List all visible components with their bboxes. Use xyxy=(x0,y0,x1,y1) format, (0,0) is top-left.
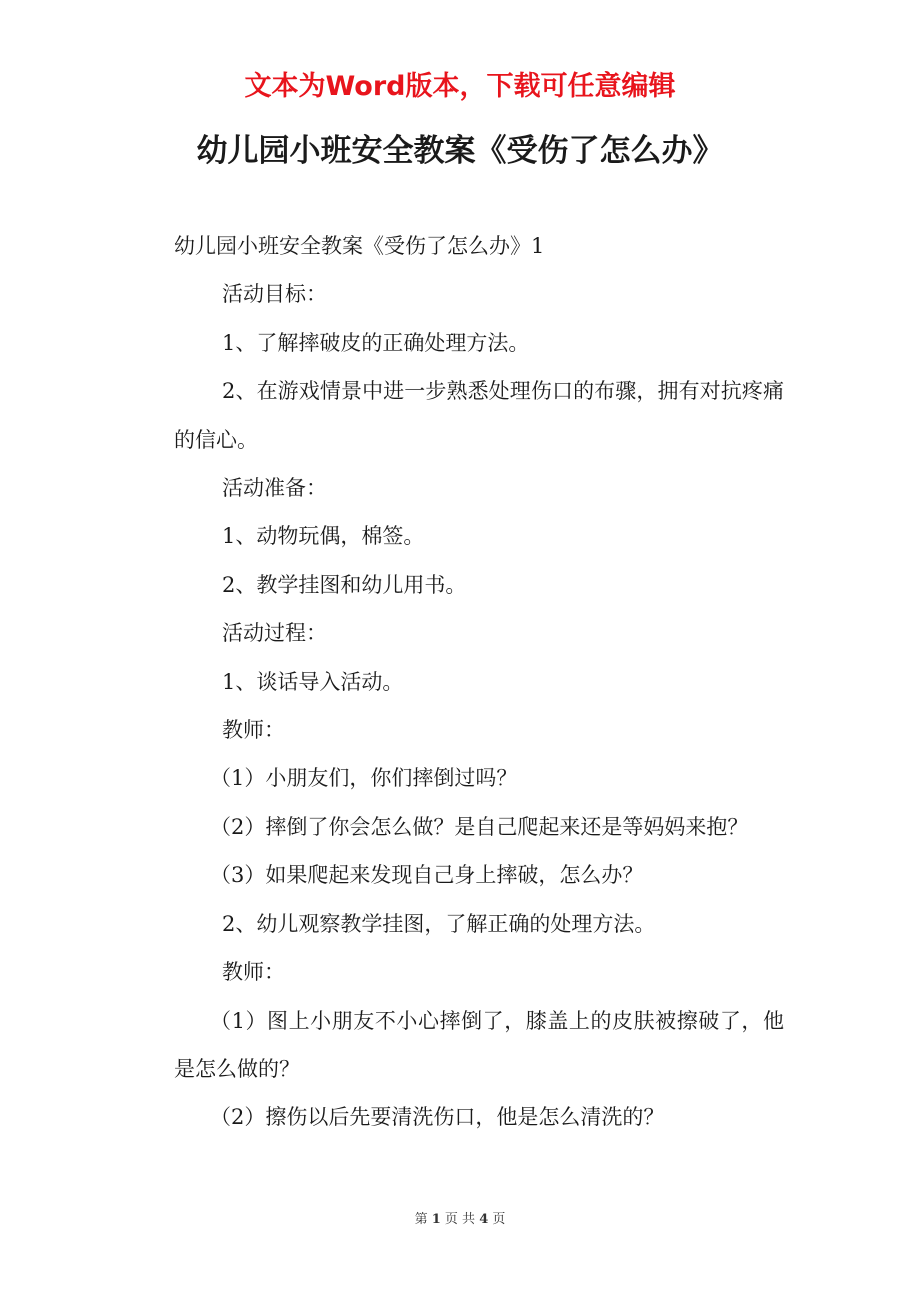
paragraph: （1）小朋友们，你们摔倒过吗？ xyxy=(210,766,518,791)
paragraph: （2）摔倒了你会怎么做？是自己爬起来还是等妈妈来抱？ xyxy=(210,814,749,839)
paragraph: 活动过程： xyxy=(222,621,327,646)
paragraph: 活动目标： xyxy=(222,282,327,307)
editable-banner: 文本为Word版本，下载可任意编辑 xyxy=(244,71,676,102)
paragraph: （3）如果爬起来发现自己身上摔破，怎么办？ xyxy=(210,863,644,888)
document-body xyxy=(174,222,784,1142)
paragraph: 1、动物玩偶，棉签。 xyxy=(222,524,425,549)
page-footer xyxy=(0,1208,920,1227)
paragraph: 教师： xyxy=(222,960,285,985)
paragraph: 1、了解摔破皮的正确处理方法。 xyxy=(222,330,530,355)
footer-suffix: 页 xyxy=(492,1212,506,1227)
paragraph: 教师： xyxy=(222,718,285,743)
footer-prefix: 第 xyxy=(414,1212,428,1227)
total-page-number: 4 xyxy=(479,1212,489,1227)
footer-middle: 页 共 xyxy=(444,1212,476,1227)
paragraph: 2、在游戏情景中进一步熟悉处理伤口的布骤，拥有对抗疼痛的信心。 xyxy=(174,379,784,452)
paragraph: （2）擦伤以后先要清洗伤口，他是怎么清洗的？ xyxy=(210,1105,665,1130)
paragraph: 1、谈话导入活动。 xyxy=(222,669,404,694)
current-page-number: 1 xyxy=(431,1212,441,1227)
paragraph: 活动准备： xyxy=(222,476,327,501)
document-title: 幼儿园小班安全教案《受伤了怎么办》 xyxy=(196,133,724,169)
section-heading: 幼儿园小班安全教案《受伤了怎么办》1 xyxy=(174,234,545,258)
paragraph: 2、幼儿观察教学挂图，了解正确的处理方法。 xyxy=(222,911,656,936)
paragraph: （1）图上小朋友不小心摔倒了，膝盖上的皮肤被擦破了，他是怎么做的？ xyxy=(174,1008,784,1081)
paragraph: 2、教学挂图和幼儿用书。 xyxy=(222,572,467,597)
